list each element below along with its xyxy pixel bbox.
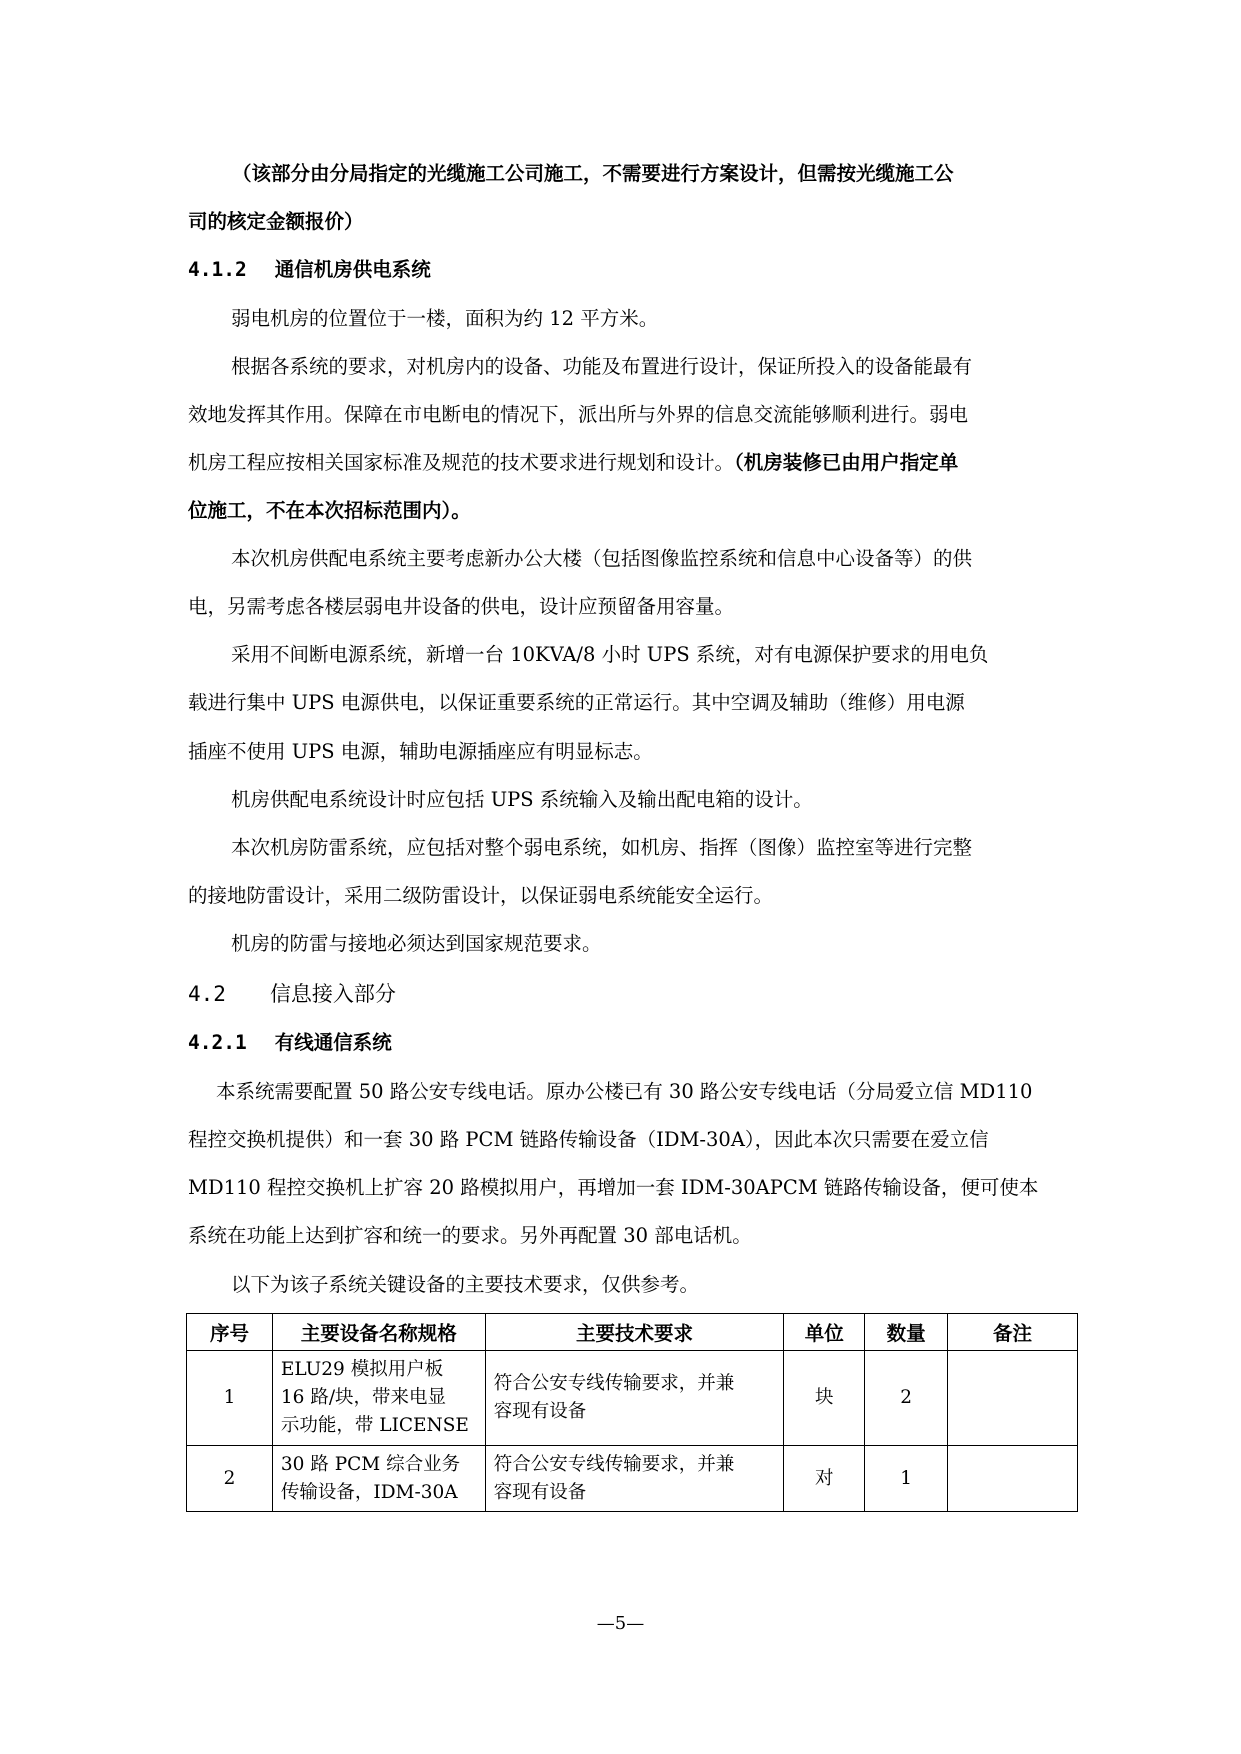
paragraph-line: 本系统需要配置 50 路公安专线电话。原办公楼已有 30 路公安专线电话（分局爱立信 MD110 [216, 1080, 1033, 1103]
paragraph-line: 插座不使用 UPS 电源，辅助电源插座应有明显标志。 [188, 740, 653, 763]
column-header: 主要设备名称规格 [272, 1314, 485, 1351]
paragraph-line: 的接地防雷设计，采用二级防雷设计，以保证弱电系统能安全运行。 [188, 884, 774, 907]
paragraph-line: 本次机房防雷系统，应包括对整个弱电系统，如机房、指挥（图像）监控室等进行完整 [231, 836, 973, 859]
cell-note [948, 1351, 1078, 1446]
column-header: 备注 [948, 1314, 1078, 1351]
section-heading-4-2-1 [188, 1030, 392, 1056]
cell-seq: 2 [187, 1446, 273, 1512]
cell-requirement: 符合公安专线传输要求，并兼 容现有设备 [485, 1351, 784, 1446]
paragraph-line: MD110 程控交换机上扩容 20 路模拟用户，再增加一套 IDM-30APCM 链路传输设备，便可使本 [188, 1176, 1039, 1199]
paragraph-line: 弱电机房的位置位于一楼，面积为约 12 平方米。 [231, 307, 659, 330]
table-row [187, 1446, 1078, 1512]
equipment-table [186, 1313, 1078, 1512]
paragraph-line: 机房的防雷与接地必须达到国家规范要求。 [231, 932, 602, 955]
cell-unit: 块 [784, 1351, 865, 1446]
cell-qty: 1 [865, 1446, 948, 1512]
paragraph-line: 本次机房供配电系统主要考虑新办公大楼（包括图像监控系统和信息中心设备等）的供 [231, 547, 973, 570]
cell-qty: 2 [865, 1351, 948, 1446]
section-number: 4.1.2 [188, 258, 247, 281]
paragraph-line [188, 450, 958, 476]
paragraph-line: 机房供配电系统设计时应包括 UPS 系统输入及输出配电箱的设计。 [231, 788, 813, 811]
section-number: 4.2.1 [188, 1031, 247, 1054]
paragraph-line: 根据各系统的要求，对机房内的设备、功能及布置进行设计，保证所投入的设备能最有 [231, 355, 973, 378]
paragraph-line: 系统在功能上达到扩容和统一的要求。另外再配置 30 部电话机。 [188, 1224, 752, 1247]
note-line-1: （该部分由分局指定的光缆施工公司施工，不需要进行方案设计，但需按光缆施工公 [232, 162, 954, 185]
paragraph-line: 以下为该子系统关键设备的主要技术要求，仅供参考。 [231, 1273, 700, 1296]
section-title: 信息接入部分 [269, 982, 396, 1006]
cell-name: 30 路 PCM 综合业务 传输设备，IDM-30A [272, 1446, 485, 1512]
cell-requirement: 符合公安专线传输要求，并兼 容现有设备 [485, 1446, 784, 1512]
column-header: 单位 [784, 1314, 865, 1351]
column-header: 序号 [187, 1314, 273, 1351]
cell-seq: 1 [187, 1351, 273, 1446]
column-header: 主要技术要求 [485, 1314, 784, 1351]
section-title: 有线通信系统 [274, 1031, 392, 1054]
section-number: 4.2 [188, 982, 226, 1006]
paragraph-line: 载进行集中 UPS 电源供电，以保证重要系统的正常运行。其中空调及辅助（维修）用电源 [188, 691, 965, 714]
table-header-row [187, 1314, 1078, 1351]
section-heading-4-2 [188, 981, 396, 1007]
paragraph-line: 采用不间断电源系统，新增一台 10KVA/8 小时 UPS 系统，对有电源保护要求的用电负 [231, 643, 989, 666]
paragraph-text: 机房工程应按相关国家标准及规范的技术要求进行规划和设计。 [188, 451, 735, 474]
cell-unit: 对 [784, 1446, 865, 1512]
section-title: 通信机房供电系统 [274, 258, 431, 281]
table-row [187, 1351, 1078, 1446]
cell-name: ELU29 模拟用户板 16 路/块，带来电显 示功能，带 LICENSE [272, 1351, 485, 1446]
cell-note [948, 1446, 1078, 1512]
paragraph-line: 效地发挥其作用。保障在市电断电的情况下，派出所与外界的信息交流能够顺利进行。弱电 [188, 403, 969, 426]
note-line-2: 司的核定金额报价） [188, 210, 364, 233]
page-number: —5— [596, 1613, 645, 1634]
column-header: 数量 [865, 1314, 948, 1351]
section-heading-4-1-2 [188, 257, 431, 283]
paragraph-line: 电，另需考虑各楼层弱电井设备的供电，设计应预留备用容量。 [188, 595, 735, 618]
paragraph-line-bold: 位施工，不在本次招标范围内）。 [188, 499, 471, 522]
paragraph-bold-text: （机房装修已由用户指定单 [734, 451, 959, 474]
paragraph-line: 程控交换机提供）和一套 30 路 PCM 链路传输设备（IDM-30A），因此本次只需要在爱立信 [188, 1128, 989, 1151]
